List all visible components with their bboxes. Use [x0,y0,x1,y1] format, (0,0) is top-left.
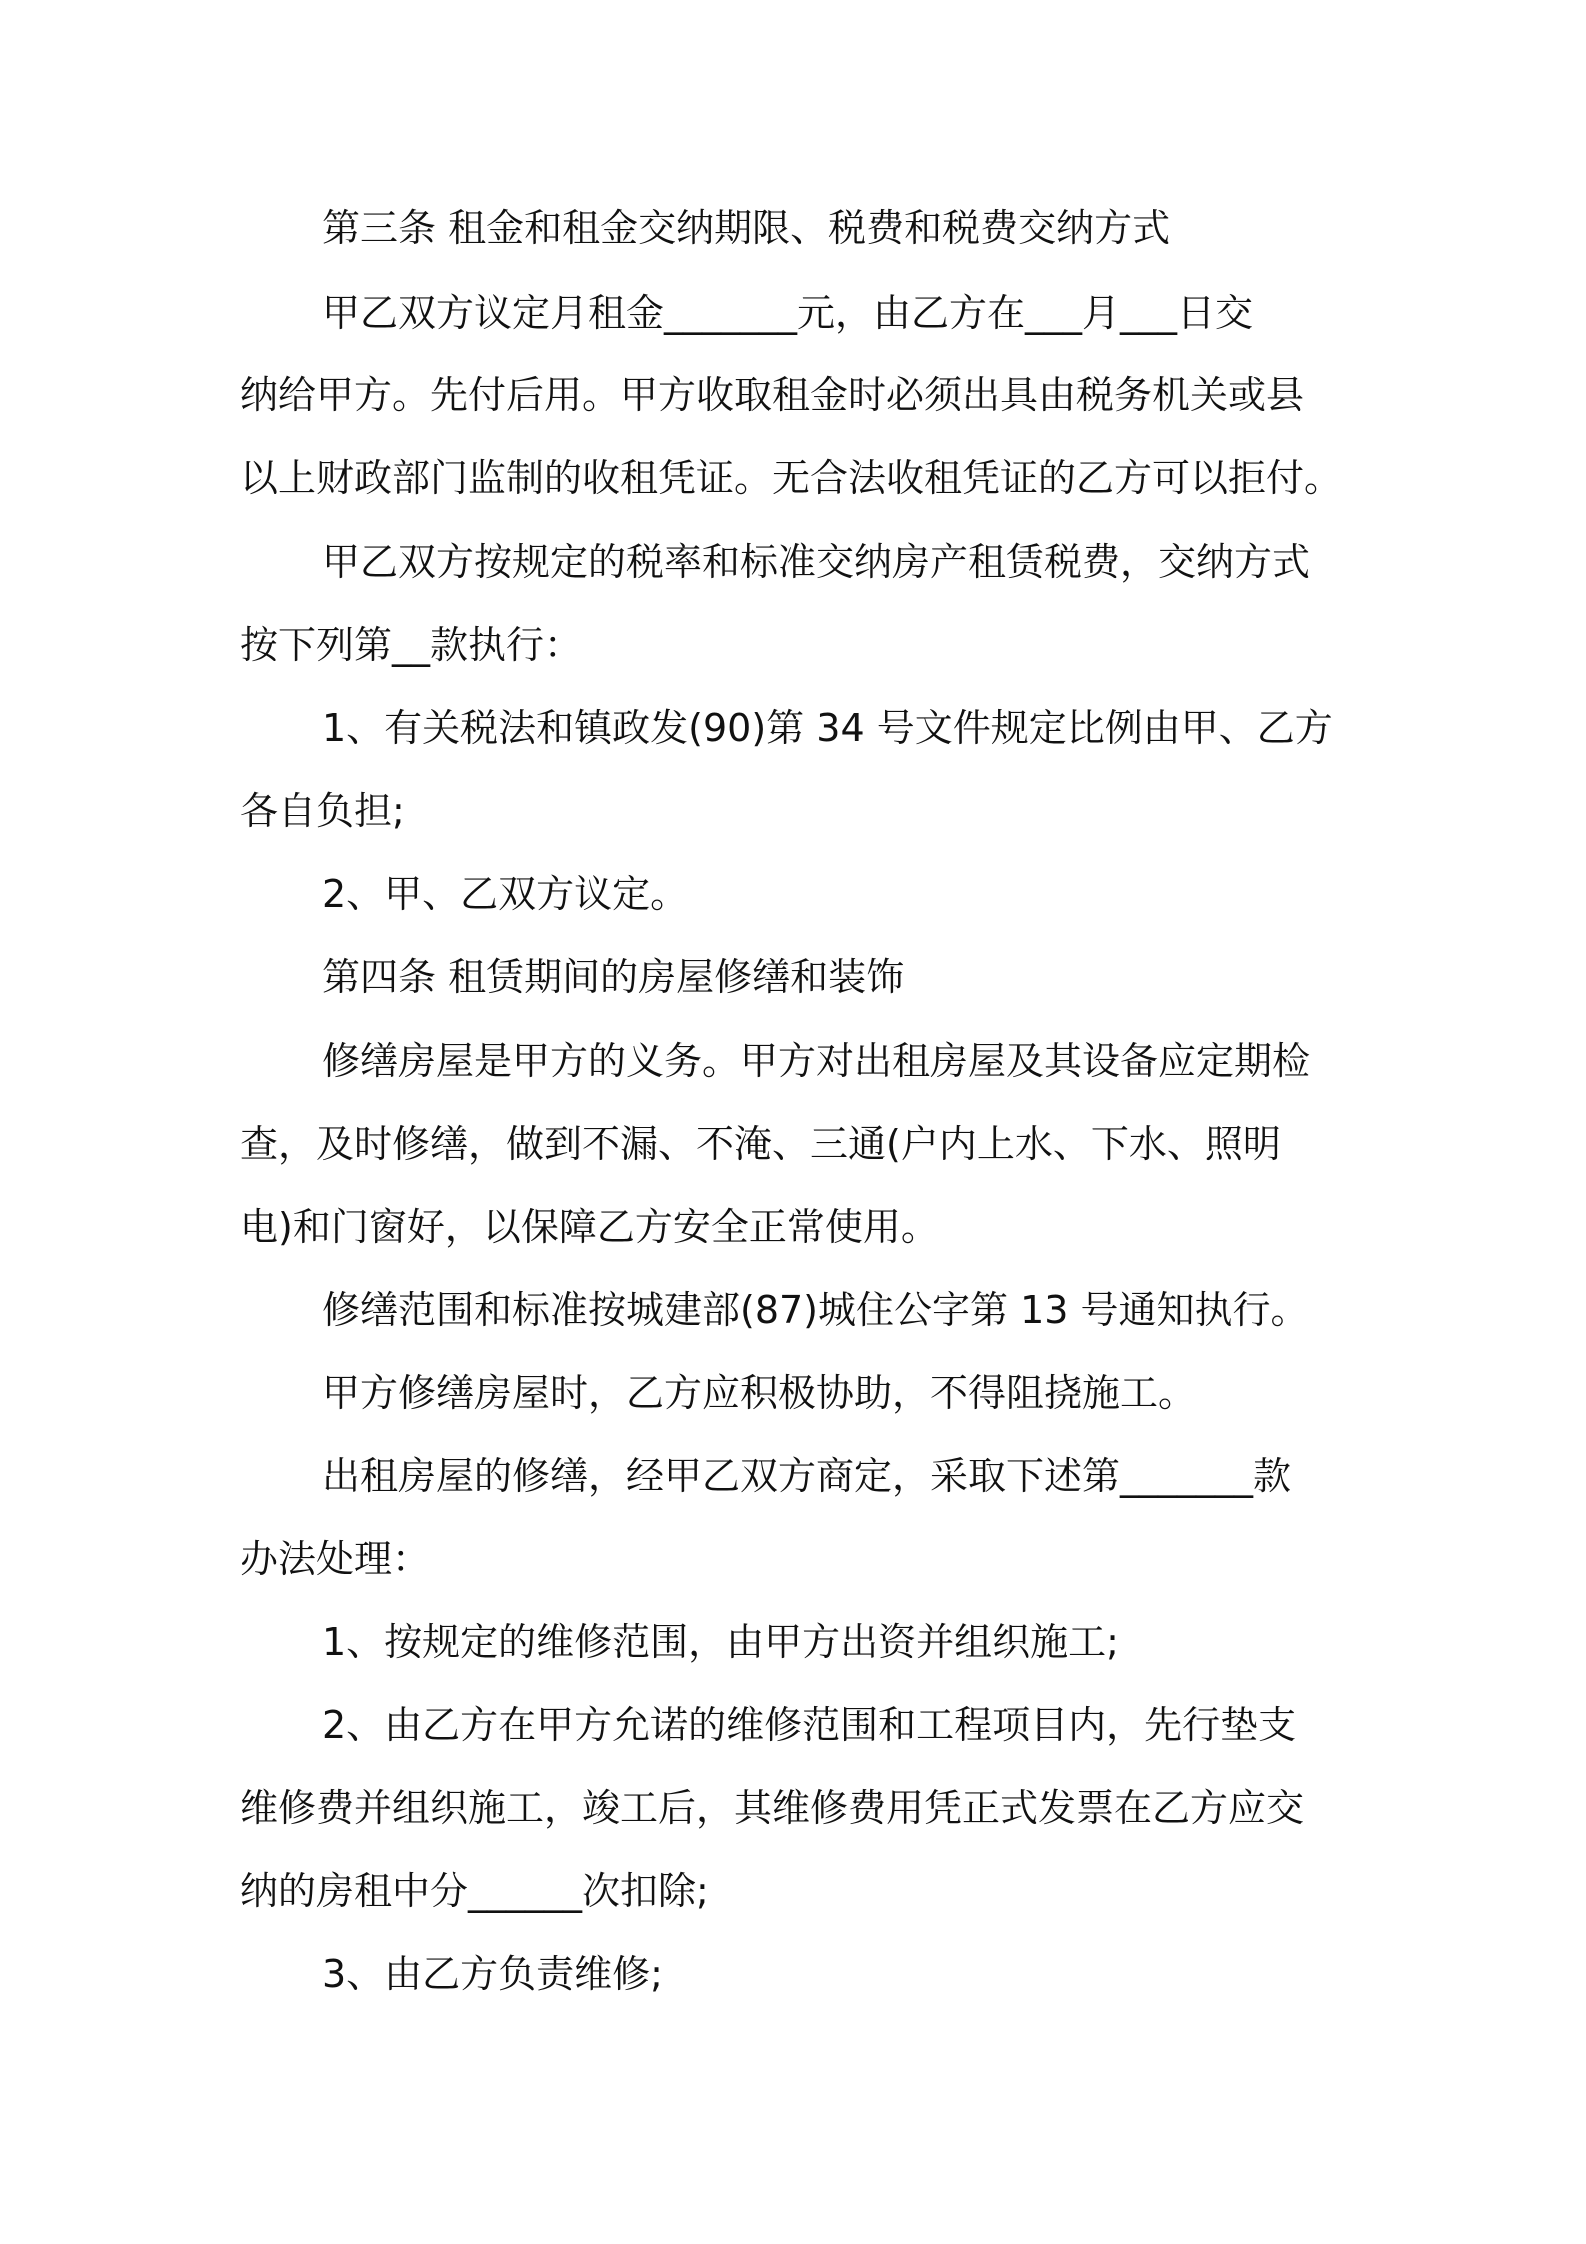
paragraph-line: 甲乙双方按规定的税率和标准交纳房产租赁税费，交纳方式 [322,540,1311,584]
paragraph-line: 修缮范围和标准按城建部(87)城住公字第 13 号通知执行。 [322,1288,1309,1332]
list-item-line: 纳的房租中分______次扣除; [240,1869,709,1913]
article-3-heading: 第三条 租金和租金交纳期限、税费和税费交纳方式 [322,206,1171,250]
paragraph-line: 甲乙双方议定月租金_______元，由乙方在___月___日交 [322,291,1254,335]
paragraph-line: 办法处理： [240,1537,431,1581]
paragraph-line: 查，及时修缮，做到不漏、不淹、三通(户内上水、下水、照明 [240,1122,1281,1166]
paragraph-line: 修缮房屋是甲方的义务。甲方对出租房屋及其设备应定期检 [322,1039,1311,1083]
paragraph-line: 按下列第__款执行： [240,623,583,667]
list-item-line: 1、有关税法和镇政发(90)第 34 号文件规定比例由甲、乙方 [322,706,1333,750]
list-item-line: 3、由乙方负责维修; [322,1952,663,1996]
paragraph-line: 纳给甲方。先付后用。甲方收取租金时必须出具由税务机关或县 [240,373,1305,417]
list-item-line: 各自负担; [240,789,405,833]
list-item-line: 1、按规定的维修范围，由甲方出资并组织施工; [322,1620,1119,1664]
paragraph-line: 出租房屋的修缮，经甲乙双方商定，采取下述第_______款 [322,1454,1292,1498]
article-4-heading: 第四条 租赁期间的房屋修缮和装饰 [322,955,905,999]
list-item-line: 2、由乙方在甲方允诺的维修范围和工程项目内，先行垫支 [322,1703,1297,1747]
paragraph-line: 以上财政部门监制的收租凭证。无合法收租凭证的乙方可以拒付。 [240,456,1343,500]
list-item-line: 维修费并组织施工，竣工后，其维修费用凭正式发票在乙方应交 [240,1786,1305,1830]
list-item-line: 2、甲、乙双方议定。 [322,872,689,916]
paragraph-line: 甲方修缮房屋时，乙方应积极协助，不得阻挠施工。 [322,1371,1197,1415]
paragraph-line: 电)和门窗好，以保障乙方安全正常使用。 [240,1205,939,1249]
